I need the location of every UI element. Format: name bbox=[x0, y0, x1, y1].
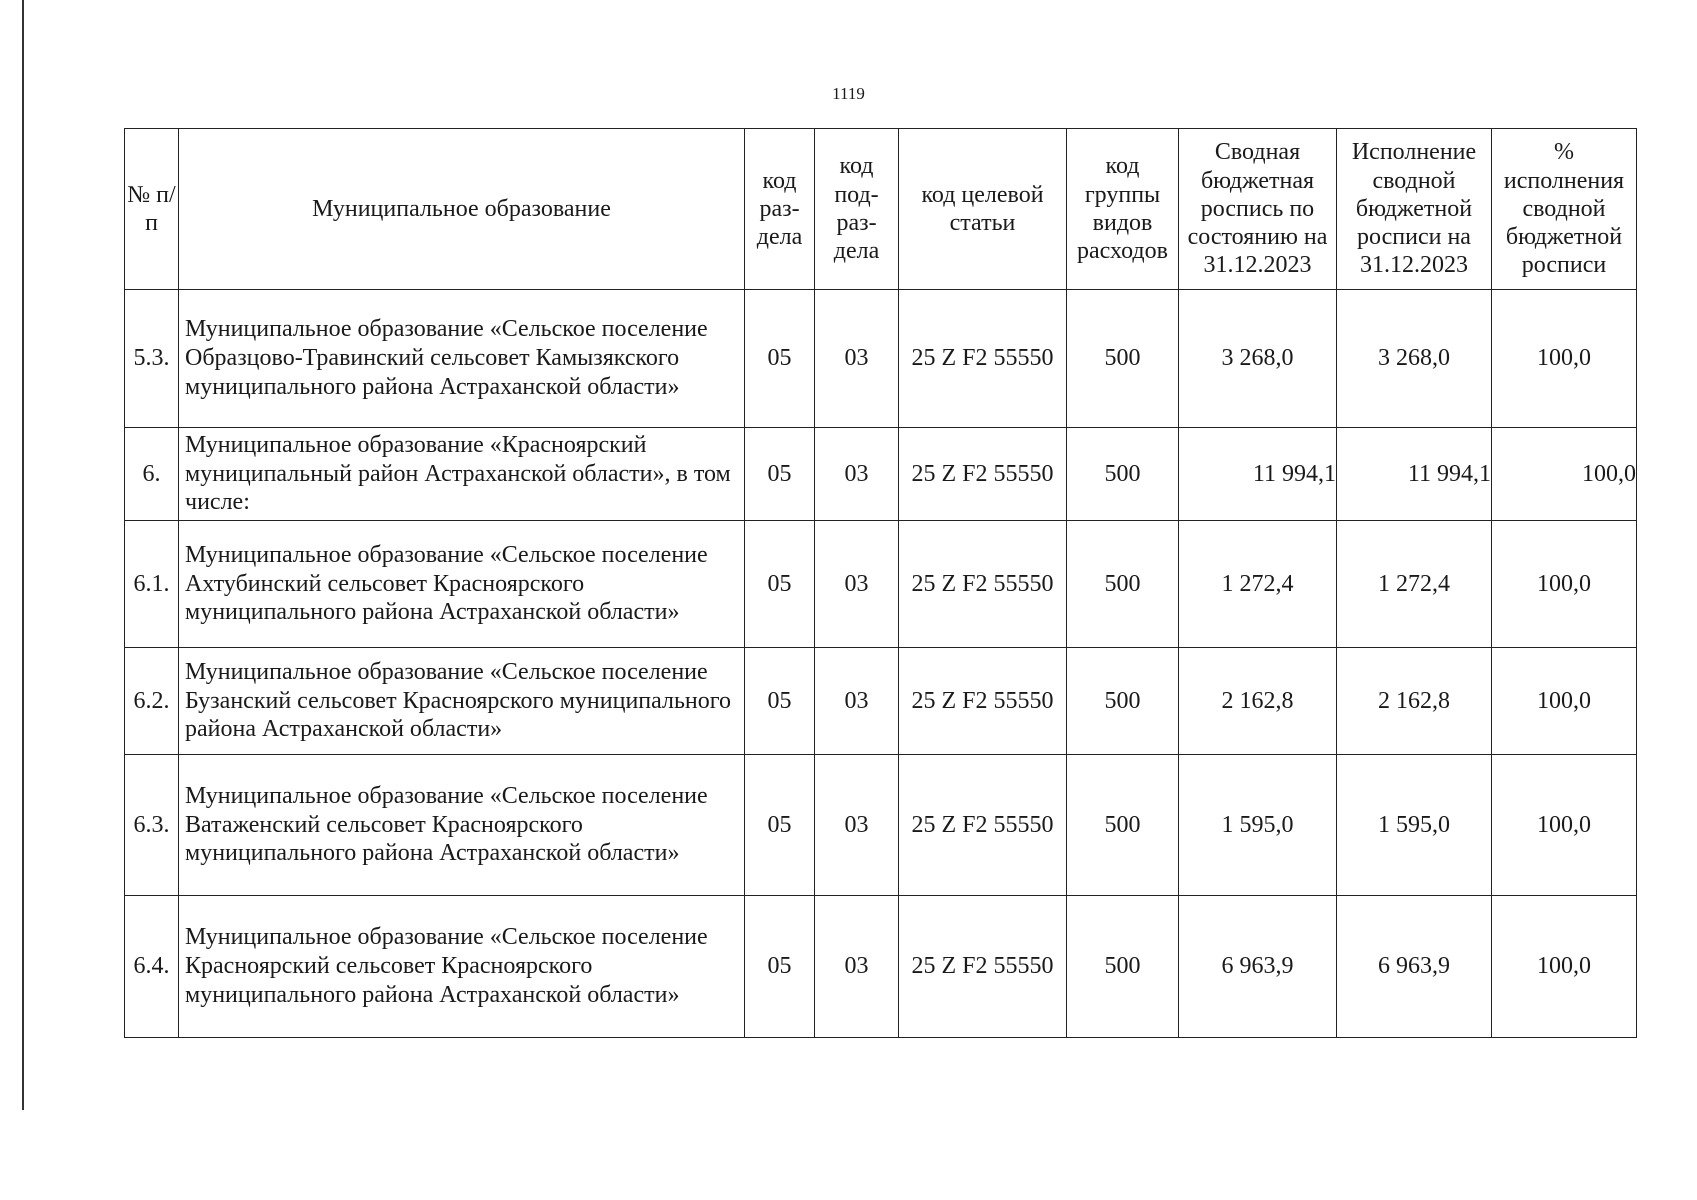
table-row bbox=[125, 896, 1637, 1038]
cell-budget: 2 162,8 bbox=[1179, 648, 1337, 755]
header-name: Муниципальное образование bbox=[179, 129, 745, 290]
cell-group: 500 bbox=[1067, 648, 1179, 755]
cell-target: 25 Z F2 55550 bbox=[899, 428, 1067, 521]
header-percent: % исполнения сводной бюджетной росписи bbox=[1492, 129, 1637, 290]
table-row bbox=[125, 755, 1637, 896]
header-group: код группы видов расходов bbox=[1067, 129, 1179, 290]
cell-subsection: 03 bbox=[815, 896, 899, 1038]
cell-target: 25 Z F2 55550 bbox=[899, 648, 1067, 755]
cell-group: 500 bbox=[1067, 290, 1179, 428]
cell-execution: 11 994,1 bbox=[1337, 428, 1492, 521]
cell-percent: 100,0 bbox=[1492, 896, 1637, 1038]
cell-budget: 3 268,0 bbox=[1179, 290, 1337, 428]
cell-num: 6.4. bbox=[125, 896, 179, 1038]
cell-name: Муниципальное образование «Сельское поселение Ватаженский сельсовет Красноярского муниципального района Астраханской области» bbox=[179, 755, 745, 896]
table-row bbox=[125, 428, 1637, 521]
cell-percent: 100,0 bbox=[1492, 755, 1637, 896]
table-row bbox=[125, 290, 1637, 428]
header-num: № п/п bbox=[125, 129, 179, 290]
cell-section: 05 bbox=[745, 896, 815, 1038]
cell-percent: 100,0 bbox=[1492, 648, 1637, 755]
cell-execution: 3 268,0 bbox=[1337, 290, 1492, 428]
cell-budget: 1 272,4 bbox=[1179, 521, 1337, 648]
cell-section: 05 bbox=[745, 521, 815, 648]
cell-target: 25 Z F2 55550 bbox=[899, 290, 1067, 428]
cell-num: 6. bbox=[125, 428, 179, 521]
cell-group: 500 bbox=[1067, 896, 1179, 1038]
cell-execution: 1 595,0 bbox=[1337, 755, 1492, 896]
cell-percent: 100,0 bbox=[1492, 521, 1637, 648]
cell-name: Муниципальное образование «Сельское поселение Бузанский сельсовет Красноярского муниципального района Астраханской области» bbox=[179, 648, 745, 755]
cell-subsection: 03 bbox=[815, 428, 899, 521]
table-row bbox=[125, 521, 1637, 648]
cell-num: 6.3. bbox=[125, 755, 179, 896]
cell-target: 25 Z F2 55550 bbox=[899, 755, 1067, 896]
cell-percent: 100,0 bbox=[1492, 428, 1637, 521]
budget-execution-table bbox=[124, 128, 1637, 1038]
cell-num: 5.3. bbox=[125, 290, 179, 428]
header-section: код раз-дела bbox=[745, 129, 815, 290]
table-header bbox=[125, 129, 1637, 290]
cell-subsection: 03 bbox=[815, 755, 899, 896]
header-budget: Сводная бюджетная роспись по состоянию на 31.12.2023 bbox=[1179, 129, 1337, 290]
cell-section: 05 bbox=[745, 755, 815, 896]
cell-num: 6.1. bbox=[125, 521, 179, 648]
header-execution: Исполнение сводной бюджетной росписи на 31.12.2023 bbox=[1337, 129, 1492, 290]
cell-target: 25 Z F2 55550 bbox=[899, 896, 1067, 1038]
header-target: код целевой статьи bbox=[899, 129, 1067, 290]
header-subsection: код под-раз-дела bbox=[815, 129, 899, 290]
cell-target: 25 Z F2 55550 bbox=[899, 521, 1067, 648]
cell-name: Муниципальное образование «Красноярский муниципальный район Астраханской области», в том числе: bbox=[179, 428, 745, 521]
cell-group: 500 bbox=[1067, 428, 1179, 521]
cell-subsection: 03 bbox=[815, 521, 899, 648]
cell-budget: 6 963,9 bbox=[1179, 896, 1337, 1038]
cell-name: Муниципальное образование «Сельское поселение Образцово-Травинский сельсовет Камызякского муниципального района Астраханской области» bbox=[179, 290, 745, 428]
cell-name: Муниципальное образование «Сельское поселение Ахтубинский сельсовет Красноярского муниципального района Астраханской области» bbox=[179, 521, 745, 648]
cell-budget: 11 994,1 bbox=[1179, 428, 1337, 521]
cell-name: Муниципальное образование «Сельское поселение Красноярский сельсовет Красноярского муниципального района Астраханской области» bbox=[179, 896, 745, 1038]
cell-budget: 1 595,0 bbox=[1179, 755, 1337, 896]
cell-group: 500 bbox=[1067, 755, 1179, 896]
cell-section: 05 bbox=[745, 648, 815, 755]
cell-section: 05 bbox=[745, 290, 815, 428]
cell-group: 500 bbox=[1067, 521, 1179, 648]
binding-margin-line bbox=[22, 0, 24, 1110]
page-number: 1119 bbox=[832, 84, 865, 103]
cell-execution: 2 162,8 bbox=[1337, 648, 1492, 755]
cell-num: 6.2. bbox=[125, 648, 179, 755]
cell-execution: 6 963,9 bbox=[1337, 896, 1492, 1038]
cell-percent: 100,0 bbox=[1492, 290, 1637, 428]
cell-subsection: 03 bbox=[815, 648, 899, 755]
cell-section: 05 bbox=[745, 428, 815, 521]
table-body bbox=[125, 290, 1637, 1038]
table-row bbox=[125, 648, 1637, 755]
cell-subsection: 03 bbox=[815, 290, 899, 428]
header-row bbox=[125, 129, 1637, 290]
cell-execution: 1 272,4 bbox=[1337, 521, 1492, 648]
